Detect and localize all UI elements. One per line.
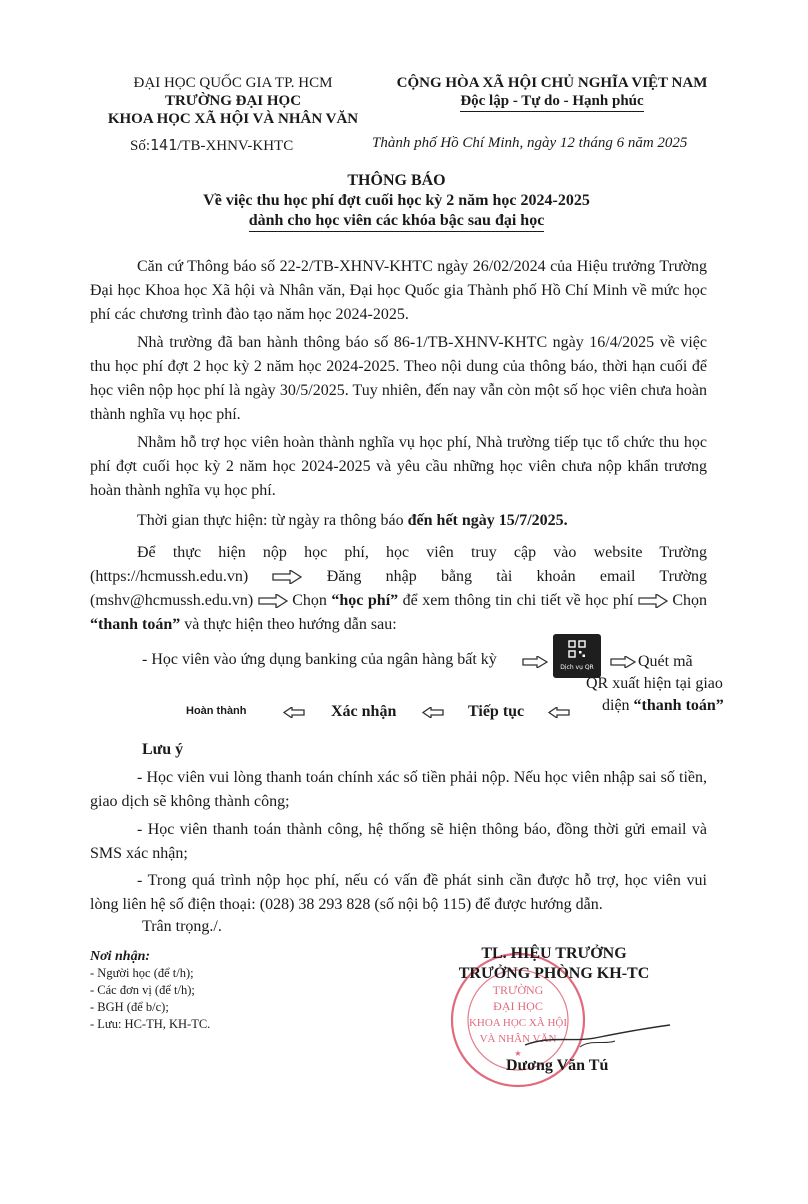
instructions-website: Để thực hiện nộp học phí, học viên truy cập vào website Trường (https://hcmussh.edu.vn) <box>90 544 707 585</box>
paragraph-background-text: Nhà trường đã ban hành thông báo số 86-1/TB-XHNV-KHTC ngày 16/4/2025 về việc thu học phí đợt 2 học kỳ 2 năm học 2024-2025. Theo nội dung của thông báo, thời hạn cuối để học viên nộp học phí là ngày 30/5/2025. Tuy nhiên, đến nay vẫn còn một số học viên chưa hoàn thành nghĩa vụ học phí. <box>90 334 707 423</box>
step-scan-line3 <box>586 695 736 717</box>
place-date: Thành phố Hồ Chí Minh, ngày 12 tháng 6 năm 2025 <box>372 135 688 151</box>
instructions-fee-detail: để xem thông tin chi tiết về học phí <box>402 592 634 609</box>
arrow-right-icon <box>638 594 668 608</box>
instructions-pay-label: “thanh toán” <box>90 616 181 633</box>
doc-number-suffix: /TB-XHNV-KHTC <box>177 138 294 154</box>
recipient-item: - Các đơn vị (để t/h); <box>90 983 195 997</box>
signature-block <box>440 944 668 984</box>
arrow-left-icon <box>422 707 444 718</box>
doc-number-handwritten: 141 <box>150 136 178 154</box>
doc-title <box>88 171 705 232</box>
doc-number <box>130 136 293 155</box>
svg-text:KHOA HỌC XÃ HỘI: KHOA HỌC XÃ HỘI <box>468 1017 568 1029</box>
instructions-select-2: Chọn <box>672 592 708 609</box>
step-intro <box>142 651 497 669</box>
svg-text:ĐẠI HỌC: ĐẠI HỌC <box>493 999 543 1013</box>
qr-service-label: Dịch vụ QR <box>560 664 594 671</box>
title-subject-2: dành cho học viên các khóa bậc sau đại học <box>249 211 545 232</box>
step-scan-line2: QR xuất hiện tại giao <box>586 675 723 692</box>
instructions-login: Đăng nhập bằng tài khoản email Trường (mshv@hcmussh.edu.vn) <box>90 568 708 609</box>
arrow-right-icon <box>522 656 548 668</box>
deadline-prefix: Thời gian thực hiện: từ ngày ra thông báo <box>137 512 408 529</box>
note-2 <box>90 818 707 866</box>
step-scan-pay: “thanh toán” <box>633 697 724 714</box>
arrow-right-icon <box>272 570 302 584</box>
paragraph-deadline <box>90 509 707 533</box>
svg-text:★: ★ <box>514 1049 522 1058</box>
step-intro-text: - Học viên vào ứng dụng banking của ngân hàng bất kỳ <box>142 651 497 668</box>
step-scan <box>586 651 736 717</box>
deadline-date: đến hết ngày 15/7/2025. <box>407 512 568 529</box>
recipient-item: - Người học (để t/h); <box>90 966 194 980</box>
paragraph-basis-text: Căn cứ Thông báo số 22-2/TB-XHNV-KHTC ngày 26/02/2024 của Hiệu trưởng Trường Đại học Khoa học Xã hội và Nhân văn, Đại học Quốc gia Thành phố Hồ Chí Minh về mức học phí các chương trình đào tạo năm học 2024-2025. <box>90 258 707 323</box>
instructions-follow: và thực hiện theo hướng dẫn sau: <box>184 616 397 633</box>
signature-title-1: TL. HIỆU TRƯỞNG <box>481 945 627 962</box>
recipients <box>90 948 210 1033</box>
national-motto-line1: CỘNG HÒA XÃ HỘI CHỦ NGHĨA VIỆT NAM <box>396 75 708 91</box>
arrow-left-icon <box>548 707 570 718</box>
svg-text:TRƯỜNG: TRƯỜNG <box>492 983 544 997</box>
handwritten-signature <box>520 1015 680 1055</box>
recipient-item: - Lưu: HC-TH, KH-TC. <box>90 1017 211 1031</box>
title-main: THÔNG BÁO <box>347 172 446 189</box>
issuer-block <box>88 74 378 128</box>
step-scan-prefix: diện <box>602 697 634 714</box>
note-1-text: - Học viên vui lòng thanh toán chính xác số tiền phải nộp. Nếu học viên nhập sai số tiền, giao dịch sẽ không thành công; <box>90 769 707 810</box>
paragraph-basis <box>90 255 707 327</box>
signature-title-2: TRƯỞNG PHÒNG KH-TC <box>458 965 650 982</box>
national-title <box>384 74 720 112</box>
arrow-right-icon <box>258 594 288 608</box>
title-subject-1: Về việc thu học phí đợt cuối học kỳ 2 năm học 2024-2025 <box>203 192 590 209</box>
note-3 <box>90 869 707 917</box>
step-done: Hoàn thành <box>186 705 247 717</box>
closing: Trân trọng./. <box>142 918 222 935</box>
arrow-left-icon <box>283 707 305 718</box>
instructions-select-1: Chọn <box>292 592 327 609</box>
paragraph-support-text: Nhằm hỗ trợ học viên hoàn thành nghĩa vụ học phí, Nhà trường tiếp tục tổ chức thu học phí đợt cuối học kỳ 2 năm học 2024-2025 và yêu cầu những học viên chưa nộp khẩn trương hoàn thành nghĩa vụ học phí. <box>90 434 707 499</box>
note-2-text: - Học viên thanh toán thành công, hệ thống sẽ hiện thông báo, đồng thời gửi email và SMS xác nhận; <box>90 821 707 862</box>
step-scan-line1: Quét mã <box>638 653 693 670</box>
step-continue: Tiếp tục <box>468 703 525 720</box>
issuer-school-line2: KHOA HỌC XÃ HỘI VÀ NHÂN VĂN <box>107 111 359 127</box>
issuer-school-line1: TRƯỜNG ĐẠI HỌC <box>164 93 302 109</box>
step-confirm: Xác nhận <box>331 703 397 720</box>
notes-heading: Lưu ý <box>142 741 184 758</box>
note-3-text: - Trong quá trình nộp học phí, nếu có vấn đề phát sinh cần được hỗ trợ, học viên vui lòng liên hệ số điện thoại: (028) 38 293 828 (số nội bộ 115) để được hướng dẫn. <box>90 872 707 913</box>
paragraph-instructions <box>90 541 707 637</box>
svg-text:VÀ NHÂN VĂN: VÀ NHÂN VĂN <box>479 1033 557 1045</box>
recipients-heading: Nơi nhận: <box>90 949 151 964</box>
issuer-university: ĐẠI HỌC QUỐC GIA TP. HCM <box>133 75 333 91</box>
paragraph-background <box>90 331 707 427</box>
national-motto-line2: Độc lập - Tự do - Hạnh phúc <box>460 92 643 112</box>
paragraph-support <box>90 431 707 503</box>
doc-number-prefix: Số: <box>130 138 151 154</box>
note-1 <box>90 766 707 814</box>
signer-name: Dương Văn Tú <box>506 1057 609 1074</box>
recipient-item: - BGH (để b/c); <box>90 1000 169 1014</box>
instructions-fee-label: “học phí” <box>331 592 399 609</box>
